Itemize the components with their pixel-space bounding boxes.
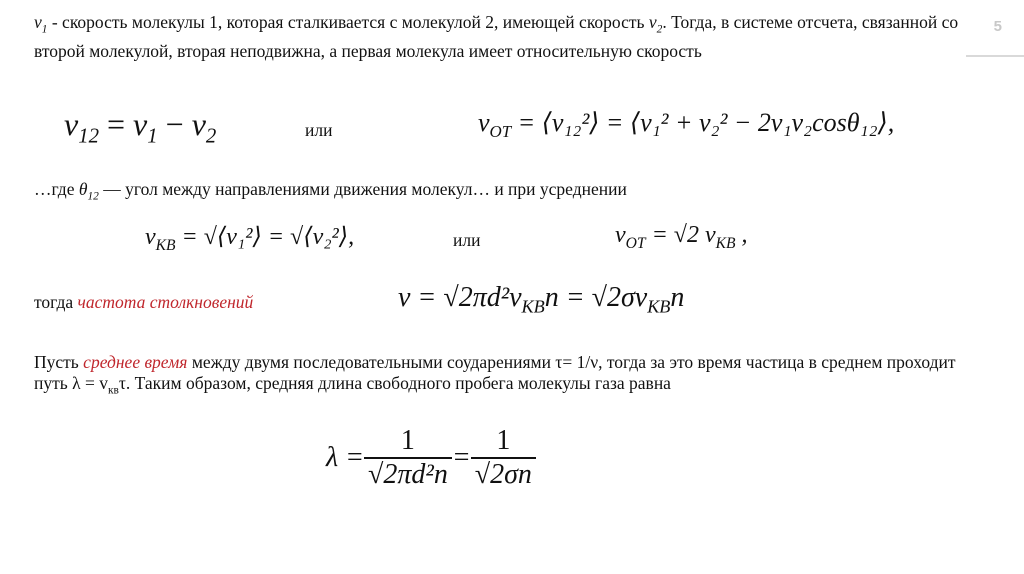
v1-symbol: $v_1$: [34, 12, 48, 36]
formula-mean-free-path: λ = $\frac{1}{\text{√2πd²n}}$ = $\frac{1}{√2\sigma n}$: [326, 425, 536, 491]
theta-symbol: $\theta_{12}$: [78, 179, 99, 203]
collision-frequency-label: тогда частота столкновений: [34, 292, 254, 312]
fraction-1: $\frac{1}{\text{√2πd²n}}$: [364, 425, 452, 491]
angle-paragraph: …где $\theta_{12}$ — угол между направлениями движения молекул… и при усреднении: [34, 179, 627, 203]
formula-relative-speed-squared: $v_{OT}$ = ⟨v₁₂²⟩ = ⟨v₁² + v₂² − 2v₁v₂cosθ₁₂⟩,: [478, 108, 895, 142]
word-or-2: или: [453, 230, 481, 250]
collision-frequency-highlight: частота столкновений: [77, 292, 254, 312]
intro-paragraph: [34, 12, 969, 62]
v2-symbol: $v_2$: [648, 12, 663, 36]
formula-relative-rms: $v_{OT} = √2$ $v_{КВ}$ ,: [615, 222, 748, 252]
word-or-1: или: [305, 120, 333, 140]
slide-number: 5: [993, 18, 1002, 35]
header-divider: [966, 55, 1024, 57]
mean-free-path-paragraph: Пусть среднее время между двумя последовательными соударениями τ= 1/ν, тогда за это время частица в среднем проходит путь $\lambda = v_{кв}\tau$. Таким образом, средняя длина свободного пробега молекулы газа равна: [34, 352, 956, 397]
formula-relative-velocity: $v_{12} = v_1 - v_2$: [64, 106, 217, 148]
intro-text-b: . Тогда, в системе отсчета, связанной со второй молекулой, вторая неподвижна, а первая молекула имеет относительную скорость: [34, 12, 959, 61]
formula-collision-frequency: $\nu = √2\pi d^2v_{КВ}n = √2\sigma v_{КВ}n$: [398, 282, 685, 317]
formula-rms-velocity: $v_{КВ}$ = √⟨v₁²⟩ = √⟨v₂²⟩,: [145, 224, 355, 254]
intro-text-a: - скорость молекулы 1, которая сталкивается с молекулой 2, имеющей скорость: [47, 12, 649, 32]
mean-time-highlight: среднее время: [83, 352, 188, 372]
fraction-2: $\frac{1}{√2\sigma n}$: [471, 425, 536, 491]
